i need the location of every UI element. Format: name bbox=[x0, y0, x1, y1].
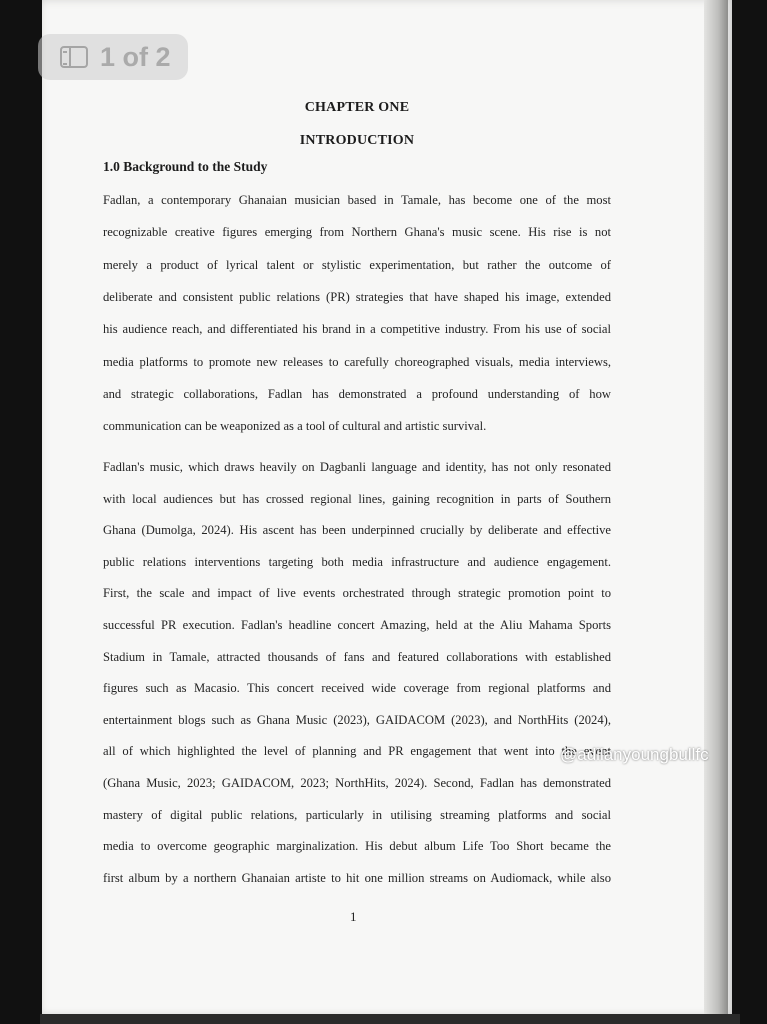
text-line: Fadlan, a contemporary Ghanaian musician based in Tamale, has become one of the most bbox=[103, 193, 611, 207]
text-line: merely a product of lyrical talent or stylistic experimentation, but rather the outcome of bbox=[103, 257, 611, 272]
text-line: mastery of digital public relations, particularly in utilising streaming platforms and social bbox=[103, 807, 611, 822]
text-line: figures such as Macasio. This concert received wide coverage from regional platforms and bbox=[103, 681, 611, 696]
text-line: (Ghana Music, 2023; GAIDACOM, 2023; NorthHits, 2024). Second, Fadlan has demonstrated bbox=[103, 776, 611, 790]
text-line: communication can be weaponized as a tool of cultural and artistic survival. bbox=[103, 419, 487, 434]
text-line: public relations interventions targeting both media infrastructure and audience engagement. bbox=[103, 554, 611, 569]
text-line: Fadlan's music, which draws heavily on Dagbanli language and identity, has not only resonated bbox=[103, 460, 611, 474]
text-line: media platforms to promote new releases to carefully choreographed visuals, media interviews, bbox=[103, 354, 611, 369]
document-page bbox=[42, 0, 732, 1018]
section-heading: 1.0 Background to the Study bbox=[103, 159, 268, 174]
text-line: and strategic collaborations, Fadlan has demonstrated a profound understanding of how bbox=[103, 386, 611, 401]
text-line: media to overcome geographic marginalization. His debut album Life Too Short became the bbox=[103, 839, 611, 854]
pages-icon bbox=[60, 46, 88, 68]
text-line: successful PR execution. Fadlan's headline concert Amazing, held at the Aliu Mahama Sports bbox=[103, 618, 611, 632]
text-line: recognizable creative figures emerging from Northern Ghana's music scene. His rise is not bbox=[103, 225, 611, 240]
chapter-label: CHAPTER ONE bbox=[304, 100, 410, 115]
text-line: with local audiences but has crossed regional lines, gaining recognition in parts of Southern bbox=[103, 491, 611, 506]
page-edge-shadow bbox=[704, 0, 728, 1018]
text-line: entertainment blogs such as Ghana Music (2023), GAIDACOM (2023), and NorthHits (2024), bbox=[103, 712, 611, 727]
text-line: his audience reach, and differentiated his brand in a competitive industry. From his use of social bbox=[103, 322, 611, 337]
page-indicator[interactable] bbox=[38, 34, 188, 80]
chapter-title: INTRODUCTION bbox=[299, 133, 415, 148]
text-line: first album by a northern Ghanaian artiste to hit one million streams on Audiomack, while also bbox=[103, 870, 611, 885]
text-line: Stadium in Tamale, attracted thousands of fans and featured collaborations with established bbox=[103, 649, 611, 664]
text-line: First, the scale and impact of live events orchestrated through strategic promotion point to bbox=[103, 586, 611, 601]
text-line: deliberate and consistent public relations (PR) strategies that have shaped his image, extended bbox=[103, 289, 611, 304]
watermark-text: @adilanyoungbullfc bbox=[560, 745, 709, 764]
page-number: 1 bbox=[350, 909, 357, 924]
bottom-border bbox=[40, 1014, 740, 1024]
page-indicator-label: 1 of 2 bbox=[100, 41, 171, 72]
text-line: all of which highlighted the level of planning and PR engagement that went into the event bbox=[103, 744, 611, 759]
text-line: Ghana (Dumolga, 2024). His ascent has been underpinned crucially by deliberate and effective bbox=[103, 523, 611, 538]
